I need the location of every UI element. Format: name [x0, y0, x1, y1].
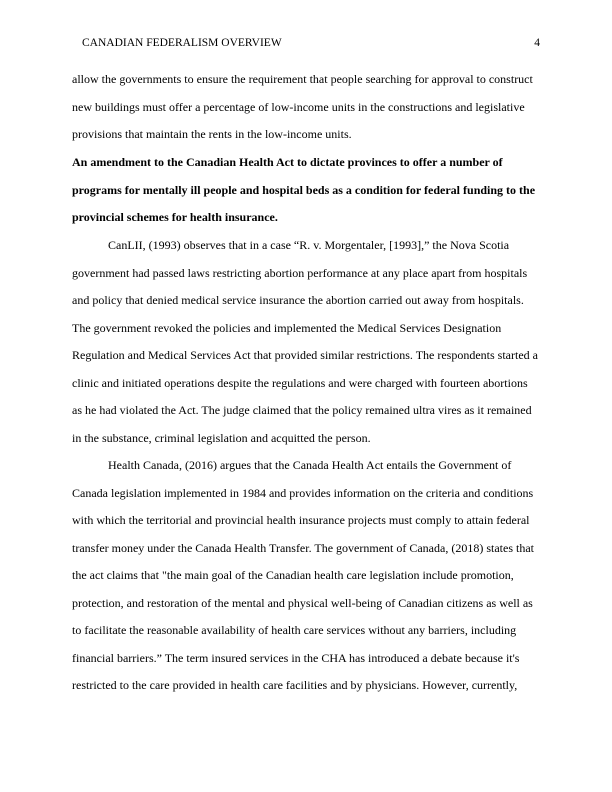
heading-line: An amendment to the Canadian Health Act to dictate provinces to offer a number of [72, 155, 503, 169]
text-line: Regulation and Medical Services Act that provided similar restrictions. The respondents started a [72, 348, 538, 362]
text-line: and policy that denied medical service insurance the abortion carried out away from hospitals. [72, 293, 524, 307]
text-line: financial barriers.” The term insured services in the CHA has introduced a debate because it's [72, 650, 520, 665]
text-line: CanLII, (1993) observes that in a case “R. v. Morgentaler, [1993],” the Nova Scotia [108, 238, 510, 252]
text-line: with which the territorial and provincial health insurance projects must comply to attain federal [72, 513, 530, 527]
page-number: 4 [534, 37, 540, 49]
text-line: protection, and restoration of the mental and physical well-being of Canadian citizens as well as [72, 595, 533, 610]
text-line: Health Canada, (2016) argues that the Canada Health Act entails the Government of [108, 458, 512, 472]
text-line: in the substance, criminal legislation and acquitted the person. [72, 430, 371, 445]
text-line: Canada legislation implemented in 1984 and provides information on the criteria and conditions [72, 485, 534, 500]
text-line: to facilitate the reasonable availability of health care services without any barriers, including [72, 623, 517, 637]
text-line: government had passed laws restricting abortion performance at any place apart from hospitals [72, 265, 528, 280]
text-line: The government revoked the policies and implemented the Medical Services Designation [72, 320, 502, 335]
heading-line: programs for mentally ill people and hospital beds as a condition for federal funding to the [72, 182, 536, 197]
text-line: new buildings must offer a percentage of low-income units in the constructions and legislative [72, 99, 525, 114]
text-line: transfer money under the Canada Health Transfer. The government of Canada, (2018) states that [72, 540, 534, 555]
text-line: the act claims that "the main goal of the Canadian health care legislation include promotion, [72, 568, 514, 582]
text-line: provisions that maintain the rents in the low-income units. [72, 127, 352, 141]
page-header [82, 36, 540, 50]
text-line: restricted to the care provided in health care facilities and by physicians. However, currently, [72, 678, 518, 692]
text-line: as he had violated the Act. The judge claimed that the policy remained ultra vires as it remained [72, 403, 532, 417]
running-head: CANADIAN FEDERALISM OVERVIEW [82, 37, 282, 49]
heading-line: provincial schemes for health insurance. [72, 210, 278, 224]
text-line: allow the governments to ensure the requirement that people searching for approval to construct [72, 72, 533, 86]
text-line: clinic and initiated operations despite the regulations and were charged with fourteen abortions [72, 375, 528, 390]
